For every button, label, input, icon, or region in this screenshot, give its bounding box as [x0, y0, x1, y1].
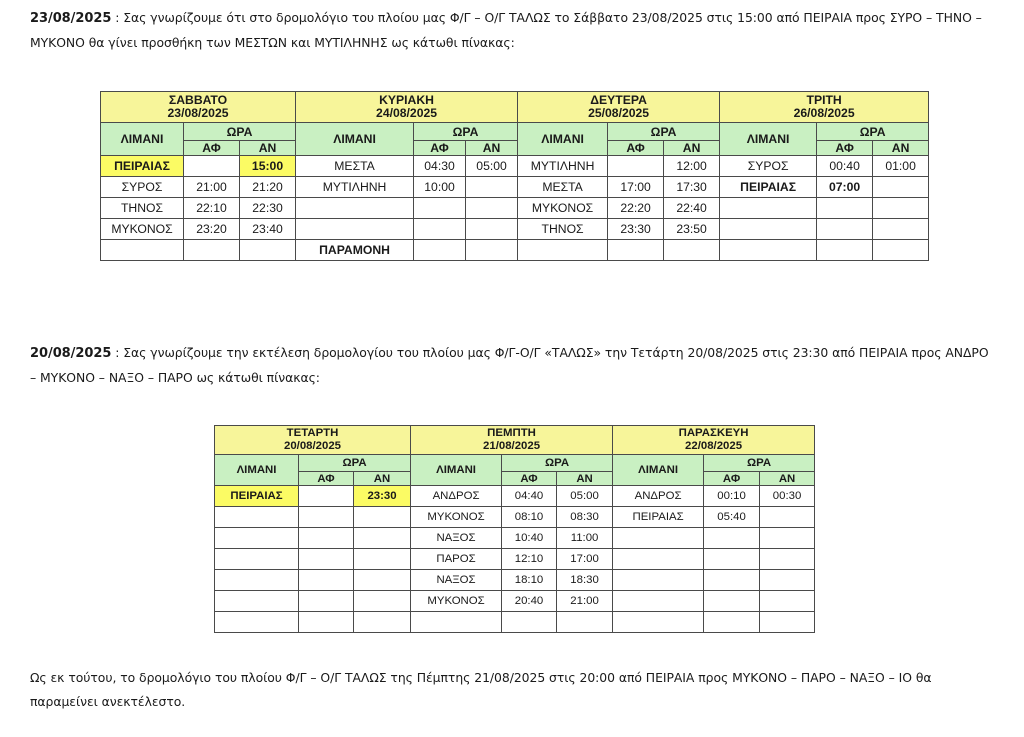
port-cell: ΝΑΞΟΣ [411, 570, 502, 591]
port-cell: ΜΥΚΟΝΟΣ [411, 591, 502, 612]
departure-cell: 10:00 [414, 177, 466, 198]
port-cell: ΠΕΙΡΑΙΑΣ [613, 507, 704, 528]
port-cell [215, 591, 299, 612]
port-column-header: ΛΙΜΑΝΙ [411, 455, 502, 486]
port-column-header: ΛΙΜΑΝΙ [613, 455, 704, 486]
arrival-cell [760, 591, 815, 612]
table-row [101, 156, 929, 177]
arrival-cell: 23:30 [354, 486, 411, 507]
schedule-table-2 [214, 425, 815, 633]
port-cell: ΣΥΡΟΣ [720, 156, 817, 177]
port-cell: ΜΕΣΤΑ [518, 177, 608, 198]
arrival-cell [466, 219, 518, 240]
arrival-cell [354, 528, 411, 549]
arrival-cell [466, 240, 518, 261]
day-name: ΠΑΡΑΣΚΕΥΗ [678, 427, 749, 439]
departure-cell [704, 549, 760, 570]
port-cell: ΝΑΞΟΣ [411, 528, 502, 549]
port-cell: ΤΗΝΟΣ [101, 198, 184, 219]
notice-paragraph-3 [30, 666, 998, 714]
departure-cell: 10:40 [502, 528, 557, 549]
port-cell: ΑΝΔΡΟΣ [613, 486, 704, 507]
time-column-header: ΩΡΑ [299, 455, 411, 472]
day-header [296, 92, 518, 123]
schedule-table-1 [100, 91, 929, 261]
arrival-header: ΑΝ [466, 141, 518, 156]
departure-cell: 22:10 [184, 198, 240, 219]
notice-date: 20/08/2025 [30, 346, 112, 361]
port-cell [613, 549, 704, 570]
day-date: 22/08/2025 [685, 440, 743, 452]
day-header [613, 426, 815, 455]
arrival-cell: 21:20 [240, 177, 296, 198]
port-cell: ΠΑΡΟΣ [411, 549, 502, 570]
arrival-cell: 22:40 [664, 198, 720, 219]
departure-cell: 23:30 [608, 219, 664, 240]
port-cell [215, 528, 299, 549]
table-row [101, 219, 929, 240]
arrival-cell: 23:40 [240, 219, 296, 240]
port-cell: ΠΕΙΡΑΙΑΣ [101, 156, 184, 177]
port-cell: ΜΕΣΤΑ [296, 156, 414, 177]
departure-header: ΑΦ [502, 472, 557, 486]
departure-cell: 12:10 [502, 549, 557, 570]
port-cell [215, 549, 299, 570]
arrival-cell [760, 528, 815, 549]
day-date: 25/08/2025 [588, 106, 650, 120]
port-cell: ΠΑΡΑΜΟΝΗ [296, 240, 414, 261]
arrival-cell [466, 198, 518, 219]
port-cell [215, 570, 299, 591]
arrival-cell: 18:30 [557, 570, 613, 591]
departure-header: ΑΦ [184, 141, 240, 156]
port-cell [215, 507, 299, 528]
time-column-header: ΩΡΑ [704, 455, 815, 472]
port-cell [613, 528, 704, 549]
arrival-cell [873, 219, 929, 240]
port-cell: ΑΝΔΡΟΣ [411, 486, 502, 507]
table-row [215, 591, 815, 612]
departure-header: ΑΦ [414, 141, 466, 156]
notice-date: 23/08/2025 [30, 11, 112, 26]
arrival-cell: 23:50 [664, 219, 720, 240]
departure-cell: 08:10 [502, 507, 557, 528]
arrival-cell [760, 549, 815, 570]
arrival-cell [240, 240, 296, 261]
arrival-cell: 05:00 [466, 156, 518, 177]
arrival-cell [557, 612, 613, 633]
day-name: ΣΑΒΒΑΤΟ [168, 93, 228, 107]
port-cell: ΤΗΝΟΣ [518, 219, 608, 240]
departure-cell: 23:20 [184, 219, 240, 240]
port-cell [720, 198, 817, 219]
port-cell: ΠΕΙΡΑΙΑΣ [720, 177, 817, 198]
table-row [215, 549, 815, 570]
departure-header: ΑΦ [608, 141, 664, 156]
departure-cell: 04:40 [502, 486, 557, 507]
arrival-cell [354, 612, 411, 633]
departure-cell: 07:00 [817, 177, 873, 198]
arrival-cell: 17:30 [664, 177, 720, 198]
arrival-cell: 01:00 [873, 156, 929, 177]
arrival-cell [873, 177, 929, 198]
departure-cell [414, 219, 466, 240]
time-column-header: ΩΡΑ [608, 123, 720, 141]
day-date: 26/08/2025 [793, 106, 855, 120]
arrival-cell [760, 507, 815, 528]
departure-cell [704, 570, 760, 591]
port-cell: ΣΥΡΟΣ [101, 177, 184, 198]
arrival-cell [760, 612, 815, 633]
day-name: ΔΕΥΤΕΡΑ [590, 93, 647, 107]
departure-cell [414, 240, 466, 261]
departure-cell [817, 198, 873, 219]
port-cell [720, 219, 817, 240]
departure-cell: 00:10 [704, 486, 760, 507]
departure-header: ΑΦ [299, 472, 354, 486]
table-row [215, 486, 815, 507]
departure-cell [608, 156, 664, 177]
departure-cell [502, 612, 557, 633]
port-cell [215, 612, 299, 633]
departure-cell [299, 591, 354, 612]
departure-cell [608, 240, 664, 261]
departure-cell [184, 240, 240, 261]
table-row [101, 198, 929, 219]
departure-cell [817, 219, 873, 240]
departure-cell: 21:00 [184, 177, 240, 198]
arrival-cell: 05:00 [557, 486, 613, 507]
departure-cell [704, 612, 760, 633]
departure-cell [704, 528, 760, 549]
port-cell: ΜΥΚΟΝΟΣ [101, 219, 184, 240]
arrival-cell [664, 240, 720, 261]
day-date: 20/08/2025 [284, 440, 342, 452]
day-date: 21/08/2025 [483, 440, 541, 452]
departure-cell [299, 570, 354, 591]
departure-header: ΑΦ [704, 472, 760, 486]
arrival-cell [354, 507, 411, 528]
departure-cell [817, 240, 873, 261]
port-cell: ΜΥΚΟΝΟΣ [518, 198, 608, 219]
port-column-header: ΛΙΜΑΝΙ [518, 123, 608, 156]
arrival-header: ΑΝ [664, 141, 720, 156]
day-name: ΚΥΡΙΑΚΗ [379, 93, 434, 107]
port-cell [613, 570, 704, 591]
day-header [518, 92, 720, 123]
arrival-cell [873, 240, 929, 261]
day-header [215, 426, 411, 455]
arrival-cell: 21:00 [557, 591, 613, 612]
departure-cell: 20:40 [502, 591, 557, 612]
arrival-cell: 15:00 [240, 156, 296, 177]
table-row [101, 240, 929, 261]
day-name: ΠΕΜΠΤΗ [487, 427, 536, 439]
table-row [215, 507, 815, 528]
arrival-cell: 12:00 [664, 156, 720, 177]
port-column-header: ΛΙΜΑΝΙ [296, 123, 414, 156]
departure-cell: 05:40 [704, 507, 760, 528]
departure-cell: 00:40 [817, 156, 873, 177]
day-name: ΤΕΤΑΡΤΗ [286, 427, 339, 439]
port-column-header: ΛΙΜΑΝΙ [720, 123, 817, 156]
notice-paragraph-2 [30, 341, 998, 390]
port-cell [720, 240, 817, 261]
departure-cell [299, 612, 354, 633]
arrival-cell [354, 549, 411, 570]
arrival-cell: 00:30 [760, 486, 815, 507]
departure-cell: 04:30 [414, 156, 466, 177]
table-row [101, 177, 929, 198]
notice-text: Ως εκ τούτου, το δρομολόγιο του πλοίου Φ/Γ – Ο/Γ ΤΑΛΩΣ της Πέμπτης 21/08/2025 στις 20:00 από ΠΕΙΡΑΙΑ προς ΜΥΚΟΝΟ – ΠΑΡΟ – ΝΑΞΟ – ΙΟ θα παραμείνει ανεκτέλεστο. [30, 670, 932, 709]
arrival-header: ΑΝ [873, 141, 929, 156]
port-cell: ΜΥΤΙΛΗΝΗ [518, 156, 608, 177]
port-cell [101, 240, 184, 261]
arrival-cell [760, 570, 815, 591]
arrival-cell [354, 591, 411, 612]
day-date: 24/08/2025 [376, 106, 438, 120]
day-header [720, 92, 929, 123]
time-column-header: ΩΡΑ [184, 123, 296, 141]
arrival-cell: 22:30 [240, 198, 296, 219]
port-column-header: ΛΙΜΑΝΙ [215, 455, 299, 486]
notice-text: : Σας γνωρίζουμε την εκτέλεση δρομολογίου του πλοίου μας Φ/Γ-Ο/Γ «ΤΑΛΩΣ» την Τετάρτη 20/08/2025 στις 23:30 από ΠΕΙΡΑΙΑ προς ΑΝΔΡΟ – ΜΥΚΟΝΟ – ΝΑΞΟ – ΠΑΡΟ ως κάτωθι πίνακας: [30, 345, 989, 385]
departure-cell: 17:00 [608, 177, 664, 198]
arrival-cell [466, 177, 518, 198]
departure-cell [414, 198, 466, 219]
port-cell [613, 591, 704, 612]
port-cell: ΠΕΙΡΑΙΑΣ [215, 486, 299, 507]
table-row [215, 612, 815, 633]
arrival-cell: 08:30 [557, 507, 613, 528]
day-header [411, 426, 613, 455]
table-row [215, 528, 815, 549]
day-name: ΤΡΙΤΗ [806, 93, 842, 107]
departure-cell: 22:20 [608, 198, 664, 219]
departure-cell [704, 591, 760, 612]
port-column-header: ΛΙΜΑΝΙ [101, 123, 184, 156]
arrival-cell: 17:00 [557, 549, 613, 570]
arrival-cell [354, 570, 411, 591]
arrival-header: ΑΝ [240, 141, 296, 156]
departure-cell [299, 486, 354, 507]
departure-cell: 18:10 [502, 570, 557, 591]
departure-cell [299, 507, 354, 528]
arrival-header: ΑΝ [354, 472, 411, 486]
time-column-header: ΩΡΑ [502, 455, 613, 472]
notice-text: : Σας γνωρίζουμε ότι στο δρομολόγιο του πλοίου μας Φ/Γ – Ο/Γ ΤΑΛΩΣ το Σάββατο 23/08/2025 στις 15:00 από ΠΕΙΡΑΙΑ προς ΣΥΡΟ – ΤΗΝΟ – ΜΥΚΟΝΟ θα γίνει προσθήκη των ΜΕΣΤΩΝ και ΜΥΤΙΛΗΝΗΣ ως κάτωθι πίνακας: [30, 10, 982, 50]
arrival-cell: 11:00 [557, 528, 613, 549]
notice-paragraph-1 [30, 6, 998, 55]
departure-cell [299, 549, 354, 570]
port-cell [411, 612, 502, 633]
time-column-header: ΩΡΑ [817, 123, 929, 141]
day-header [101, 92, 296, 123]
arrival-header: ΑΝ [557, 472, 613, 486]
departure-cell [299, 528, 354, 549]
time-column-header: ΩΡΑ [414, 123, 518, 141]
departure-header: ΑΦ [817, 141, 873, 156]
arrival-cell [873, 198, 929, 219]
day-date: 23/08/2025 [167, 106, 229, 120]
port-cell [518, 240, 608, 261]
port-cell [296, 219, 414, 240]
port-cell: ΜΥΤΙΛΗΝΗ [296, 177, 414, 198]
table-row [215, 570, 815, 591]
port-cell: ΜΥΚΟΝΟΣ [411, 507, 502, 528]
departure-cell [184, 156, 240, 177]
port-cell [613, 612, 704, 633]
arrival-header: ΑΝ [760, 472, 815, 486]
port-cell [296, 198, 414, 219]
